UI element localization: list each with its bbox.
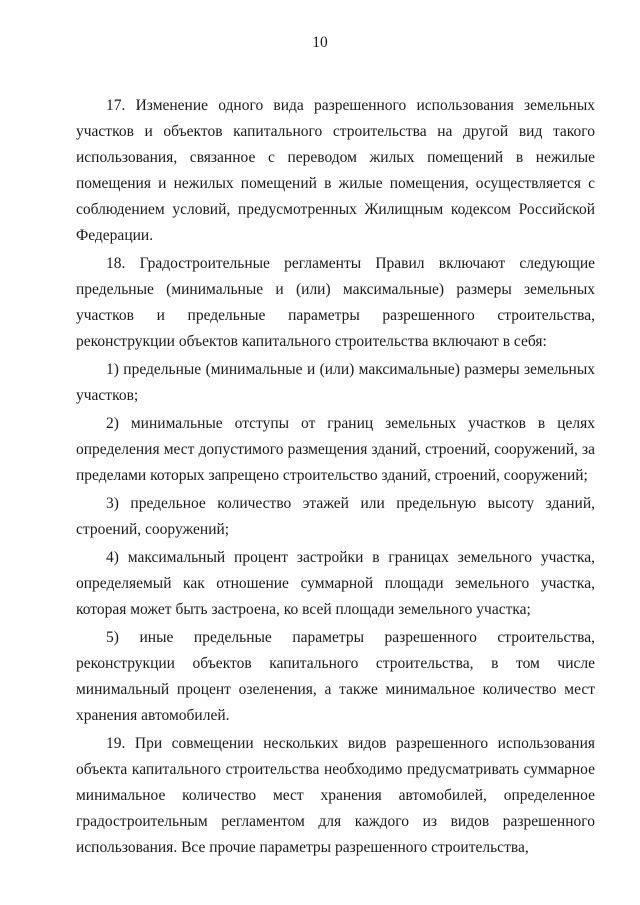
document-body <box>76 93 595 861</box>
list-item-1: 1) предельные (минимальные и (или) максимальные) размеры земельных участков; <box>76 361 595 404</box>
list-item-3: 3) предельное количество этажей или предельную высоту зданий, строений, сооружений; <box>76 495 595 538</box>
paragraph-17: 17. Изменение одного вида разрешенного использования земельных участков и объектов капитального строительства на другой вид такого использования, связанное с переводом жилых помещений в нежилые помещения и нежилых помещений в жилые помещения, осуществляется с соблюдением условий, предусмотренных Жилищным кодексом Российской Федерации. <box>76 97 595 244</box>
list-item-2: 2) минимальные отступы от границ земельных участков в целях определения мест допустимого размещения зданий, строений, сооружений, за пределами которых запрещено строительство зданий, строений, сооружений; <box>76 415 595 484</box>
list-item-5: 5) иные предельные параметры разрешенного строительства, реконструкции объектов капитального строительства, в том числе минимальный процент озеленения, а также минимальное количество мест хранения автомобилей. <box>76 629 595 724</box>
page-number: 10 <box>312 34 328 51</box>
paragraph-19: 19. При совмещении нескольких видов разрешенного использования объекта капитального строительства необходимо предусматривать суммарное минимальное количество мест хранения автомобилей, определенное градостроительным регламентом для каждого из видов разрешенного использования. Все прочие параметры разрешенного строительства, <box>76 735 595 856</box>
paragraph-18: 18. Градостроительные регламенты Правил включают следующие предельные (минимальные и (или) максимальные) размеры земельных участков и предельные параметры разрешенного строительства, реконструкции объектов капитального строительства включают в себя: <box>76 255 595 350</box>
list-item-4: 4) максимальный процент застройки в границах земельного участка, определяемый как отношение суммарной площади земельного участка, которая может быть застроена, ко всей площади земельного участка; <box>76 549 595 618</box>
